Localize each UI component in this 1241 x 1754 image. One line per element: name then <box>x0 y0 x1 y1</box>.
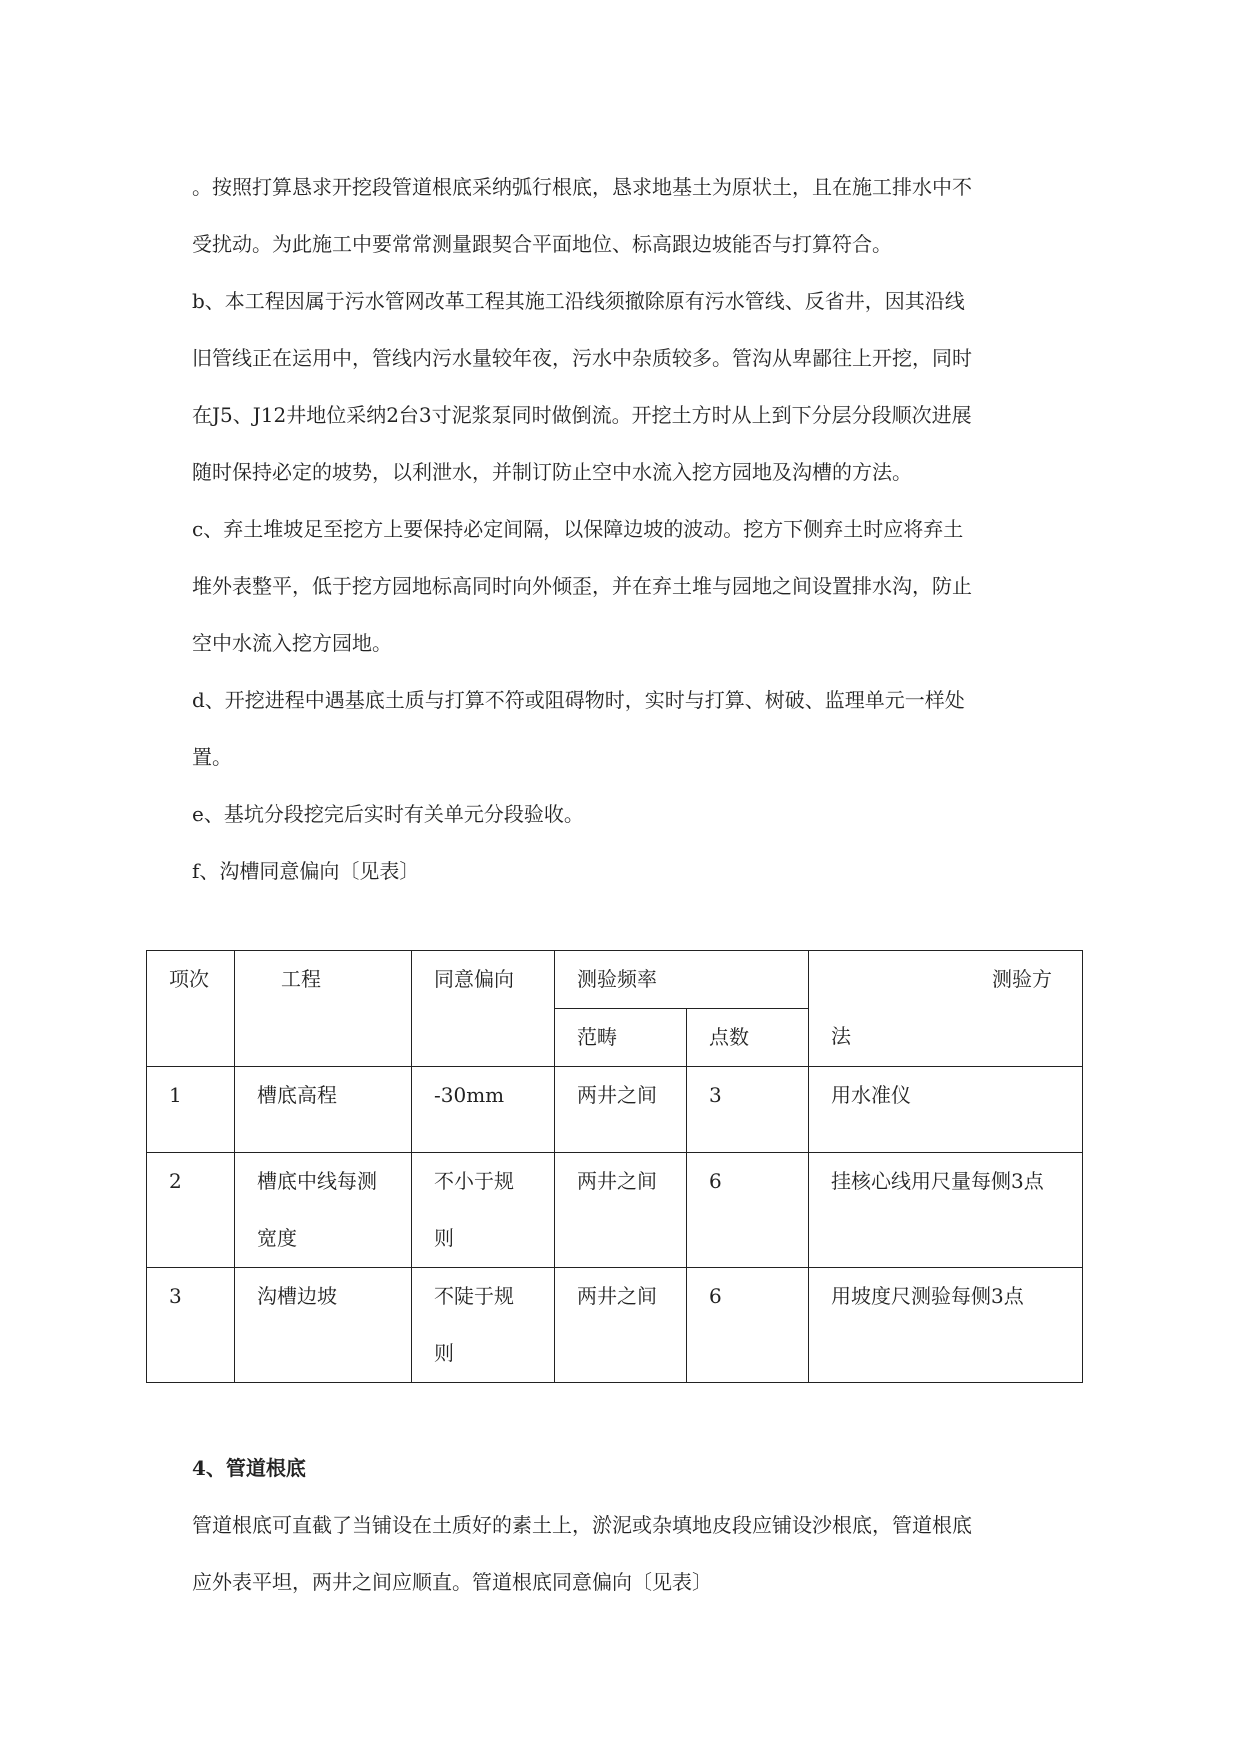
text-line: b、本工程因属于污水管网改革工程其施工沿线须撤除原有污水管线、反省井，因其沿线 <box>192 289 965 313</box>
cell-method: 挂核心线用尺量每侧3点 <box>809 1153 1083 1268</box>
paragraph-f <box>192 843 1072 900</box>
text-line: 受扰动。为此施工中要常常测量跟契合平面地位、标高跟边坡能否与打算符合。 <box>192 232 892 256</box>
paragraph-b <box>192 273 1072 501</box>
section-4 <box>192 1440 1072 1611</box>
text-line: f、沟槽同意偏向〔见表〕 <box>192 859 420 883</box>
cell-range: 两井之间 <box>555 1268 687 1383</box>
table-header-row <box>147 951 1083 1009</box>
text-line: 堆外表整平，低于挖方园地标高同时向外倾歪，并在弃土堆与园地之间设置排水沟，防止 <box>192 574 972 598</box>
header-range: 范畴 <box>555 1009 687 1067</box>
text-line: d、开挖进程中遇基底土质与打算不符或阻碍物时，实时与打算、树破、监理单元一样处 <box>192 688 965 712</box>
header-points: 点数 <box>687 1009 809 1067</box>
text-line: 管道根底可直截了当铺设在土质好的素土上，淤泥或杂填地皮段应铺设沙根底，管道根底 <box>192 1513 972 1537</box>
text-line: 在J5、J12井地位采纳2台3寸泥浆泵同时做倒流。开挖土方时从上到下分层分段顺次进展 <box>192 403 972 427</box>
header-method: 测验方 法 <box>809 951 1083 1067</box>
cell-deviation: -30mm <box>412 1067 555 1153</box>
text-line: c、弃土堆坡足至挖方上要保持必定间隔，以保障边坡的波动。挖方下侧弃土时应将弃土 <box>192 517 964 541</box>
text-line: e、基坑分段挖完后实时有关单元分段验收。 <box>192 802 584 826</box>
cell-no: 3 <box>147 1268 235 1383</box>
trench-deviation-table <box>146 950 1083 1383</box>
header-deviation: 同意偏向 <box>412 951 555 1067</box>
table-row <box>147 1067 1083 1153</box>
header-frequency: 测验频率 <box>555 951 809 1009</box>
text-line: 应外表平坦，两井之间应顺直。管道根底同意偏向〔见表〕 <box>192 1570 712 1594</box>
cell-no: 1 <box>147 1067 235 1153</box>
cell-range: 两井之间 <box>555 1153 687 1268</box>
cell-points: 3 <box>687 1067 809 1153</box>
cell-deviation: 不陡于规 则 <box>412 1268 555 1383</box>
cell-range: 两井之间 <box>555 1067 687 1153</box>
cell-method: 用坡度尺测验每侧3点 <box>809 1268 1083 1383</box>
text-line: 旧管线正在运用中，管线内污水量较年夜，污水中杂质较多。管沟从卑鄙往上开挖，同时 <box>192 346 972 370</box>
text-line: 置。 <box>192 745 232 769</box>
cell-points: 6 <box>687 1153 809 1268</box>
paragraph-foundation <box>192 159 1072 273</box>
text-line: 随时保持必定的坡势，以利泄水，并制订防止空中水流入挖方园地及沟槽的方法。 <box>192 460 912 484</box>
section-title: 4、管道根底 <box>192 1456 306 1480</box>
cell-item: 槽底中线每测 宽度 <box>235 1153 412 1268</box>
header-no: 项次 <box>147 951 235 1067</box>
paragraph-d <box>192 672 1072 786</box>
cell-deviation: 不小于规 则 <box>412 1153 555 1268</box>
cell-method: 用水准仪 <box>809 1067 1083 1153</box>
paragraph-e <box>192 786 1072 843</box>
cell-no: 2 <box>147 1153 235 1268</box>
cell-item: 沟槽边坡 <box>235 1268 412 1383</box>
text-line: 空中水流入挖方园地。 <box>192 631 392 655</box>
table-row <box>147 1153 1083 1268</box>
table-row <box>147 1268 1083 1383</box>
cell-points: 6 <box>687 1268 809 1383</box>
cell-item: 槽底高程 <box>235 1067 412 1153</box>
header-item: 工程 <box>235 951 412 1067</box>
paragraph-c <box>192 501 1072 672</box>
text-line: 。按照打算恳求开挖段管道根底采纳弧行根底，恳求地基土为原状土，且在施工排水中不 <box>192 175 972 199</box>
